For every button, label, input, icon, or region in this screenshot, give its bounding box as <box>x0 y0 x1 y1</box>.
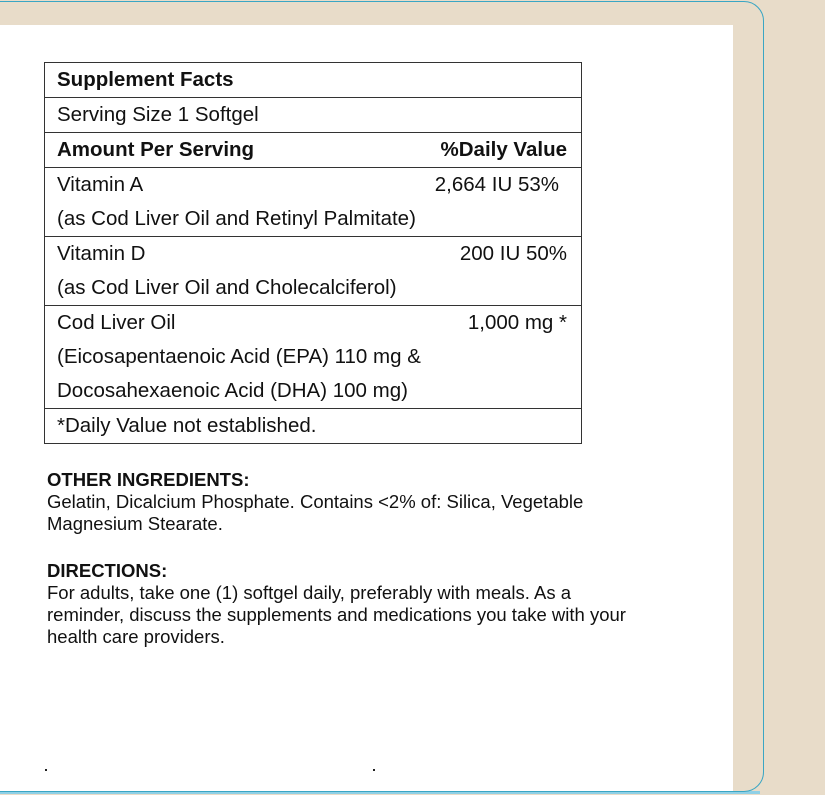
directions-text: reminder, discuss the supplements and medications you take with your <box>47 604 626 625</box>
other-ingredients-text: Gelatin, Dicalcium Phosphate. Contains <2% of: Silica, Vegetable <box>47 491 584 512</box>
daily-value-footnote: *Daily Value not established. <box>57 414 317 437</box>
nutrient-amount: 2,664 IU 53% <box>434 173 559 196</box>
nutrient-row-cod-liver-oil <box>45 306 581 409</box>
table-header-row <box>45 133 581 168</box>
directions-text: For adults, take one (1) softgel daily, preferably with meals. As a <box>47 582 572 603</box>
print-mark <box>45 769 47 771</box>
nutrient-source: Docosahexaenoic Acid (DHA) 100 mg) <box>57 379 408 402</box>
other-ingredients-section <box>47 469 707 535</box>
nutrient-row-vitamin-a <box>45 168 581 237</box>
print-mark <box>373 769 375 771</box>
other-ingredients-text: Magnesium Stearate. <box>47 513 223 534</box>
nutrient-source: (as Cod Liver Oil and Cholecalciferol) <box>57 276 397 299</box>
footnote-row <box>45 409 581 443</box>
label-panel <box>0 25 733 792</box>
nutrient-source: (Eicosapentaenoic Acid (EPA) 110 mg & <box>57 345 421 368</box>
nutrient-row-vitamin-d <box>45 237 581 306</box>
daily-value-label: %Daily Value <box>440 138 567 161</box>
serving-size: Serving Size 1 Softgel <box>57 103 259 126</box>
serving-size-row <box>45 98 581 133</box>
bottom-border-line <box>0 791 760 794</box>
other-ingredients-heading: OTHER INGREDIENTS: <box>47 469 250 490</box>
nutrient-amount: 200 IU 50% <box>459 242 567 265</box>
nutrient-name: Vitamin A <box>57 173 144 196</box>
nutrient-name: Cod Liver Oil <box>57 311 176 334</box>
facts-title: Supplement Facts <box>57 68 234 91</box>
nutrient-source: (as Cod Liver Oil and Retinyl Palmitate) <box>57 207 416 230</box>
directions-text: health care providers. <box>47 626 225 647</box>
nutrient-name: Vitamin D <box>57 242 146 265</box>
directions-section <box>47 560 707 648</box>
supplement-facts-table <box>44 62 582 444</box>
facts-title-row <box>45 63 581 98</box>
nutrient-amount: 1,000 mg * <box>467 311 567 334</box>
amount-per-serving-label: Amount Per Serving <box>57 138 255 161</box>
directions-heading: DIRECTIONS: <box>47 560 168 581</box>
